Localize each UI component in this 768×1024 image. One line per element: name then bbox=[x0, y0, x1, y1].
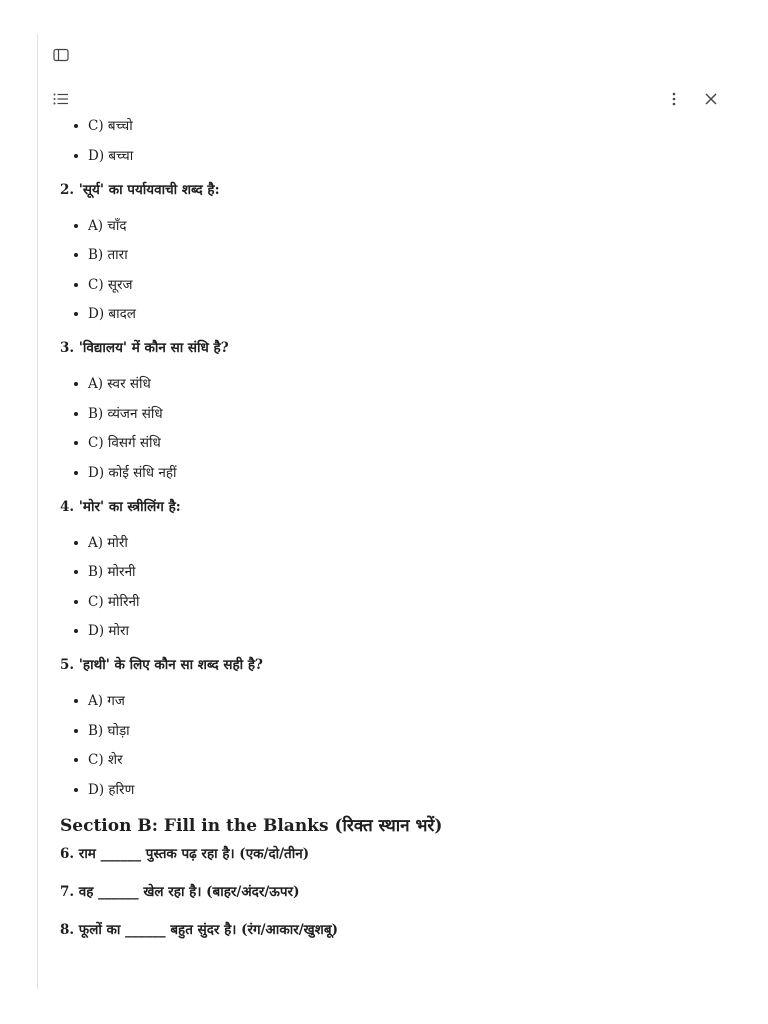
question-4-options bbox=[60, 533, 700, 642]
option-item: C) मोरिनी bbox=[88, 592, 700, 612]
question-3-text: 3. 'विद्यालय' में कौन सा संधि है? bbox=[60, 340, 229, 356]
question-4-text: 4. 'मोर' का स्त्रीलिंग है: bbox=[60, 498, 181, 515]
question-2-text: 2. 'सूर्य' का पर्यायवाची शब्द है: bbox=[60, 181, 220, 198]
option-item: C) सूरज bbox=[88, 275, 700, 295]
section-b-heading: Section B: Fill in the Blanks (रिक्त स्थान भरें) bbox=[60, 815, 443, 836]
option-item: C) शेर bbox=[88, 750, 700, 770]
option-item: A) मोरी bbox=[88, 533, 700, 553]
option-item: A) चाँद bbox=[88, 216, 700, 236]
option-item: C) विसर्ग संधि bbox=[88, 433, 700, 453]
option-item: D) हरिण bbox=[88, 780, 700, 800]
option-item: B) मोरनी bbox=[88, 562, 700, 582]
list-icon[interactable] bbox=[50, 88, 72, 110]
option-item: B) घोड़ा bbox=[88, 721, 700, 741]
option-item: D) कोई संधि नहीं bbox=[88, 463, 700, 483]
option-item: A) गज bbox=[88, 691, 700, 711]
question-2-options bbox=[60, 216, 700, 325]
option-item: D) मोरा bbox=[88, 621, 700, 641]
option-item: D) बच्चा bbox=[88, 146, 700, 166]
option-item: C) बच्चो bbox=[88, 116, 700, 136]
option-item: A) स्वर संधि bbox=[88, 374, 700, 394]
question-3-options bbox=[60, 374, 700, 483]
vertical-dots-icon[interactable] bbox=[663, 88, 685, 110]
option-item: B) व्यंजन संधि bbox=[88, 404, 700, 424]
fill-blank-item: 7. वह ______ खेल रहा है। (बाहर/अंदर/ऊपर) bbox=[60, 883, 300, 900]
document-panel bbox=[37, 34, 738, 989]
option-item: D) बादल bbox=[88, 304, 700, 324]
fill-blank-item: 8. फूलों का ______ बहुत सुंदर है। (रंग/आकार/खुशबू) bbox=[60, 921, 338, 938]
question-1-options bbox=[60, 116, 700, 166]
option-item: B) तारा bbox=[88, 245, 700, 265]
close-icon[interactable] bbox=[700, 88, 722, 110]
question-5-text: 5. 'हाथी' के लिए कौन सा शब्द सही है? bbox=[60, 657, 263, 673]
document-content bbox=[60, 116, 700, 958]
fill-blank-item: 6. राम ______ पुस्तक पढ़ रहा है। (एक/दो/तीन) bbox=[60, 845, 310, 862]
question-5-options bbox=[60, 691, 700, 800]
sidebar-panel-icon[interactable] bbox=[50, 44, 72, 66]
